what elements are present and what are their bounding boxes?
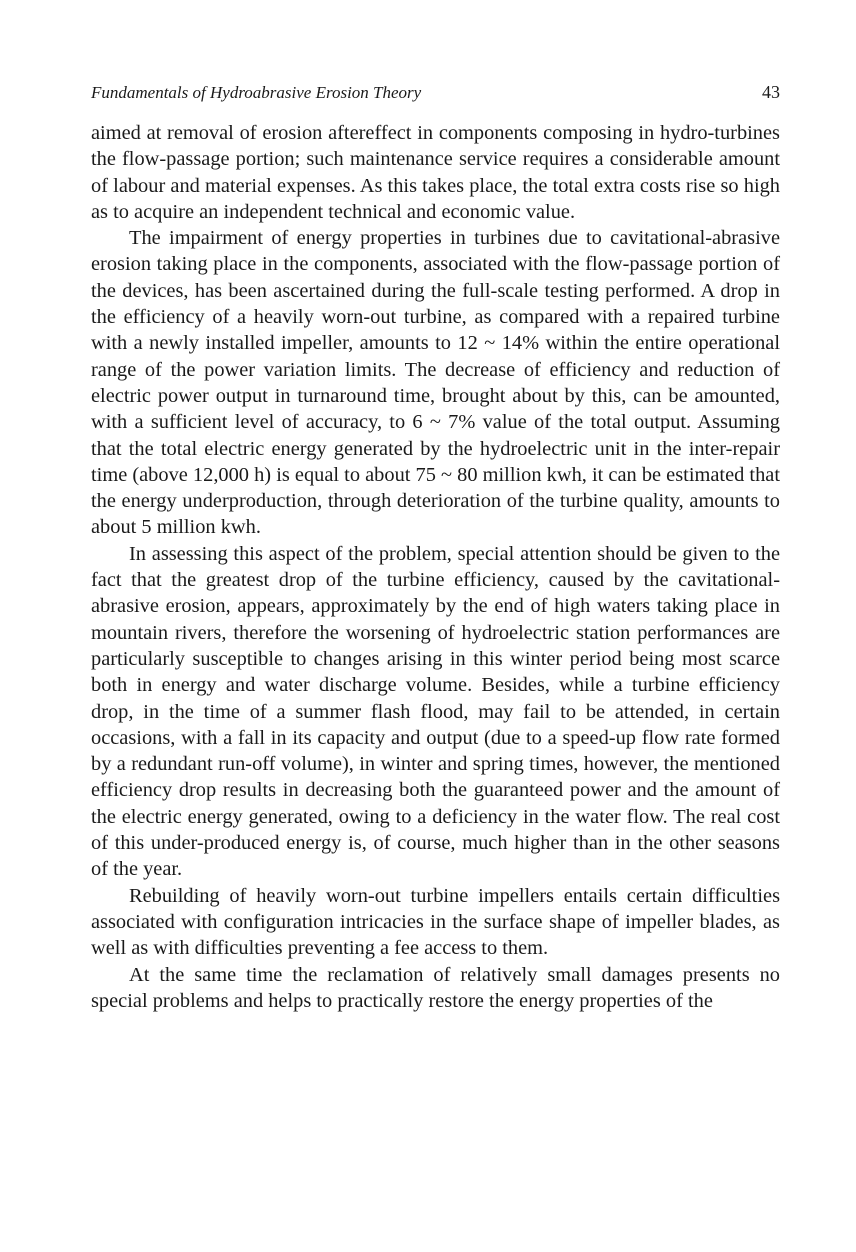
- paragraph-small-damages: At the same time the reclamation of relatively small damages presents no special problems and helps to practically restore the energy properties of the: [91, 963, 780, 1012]
- running-title: Fundamentals of Hydroabrasive Erosion Theory: [91, 83, 422, 102]
- book-page: [91, 82, 780, 1014]
- body-text: [91, 120, 780, 1014]
- paragraph-energy-impairment: The impairment of energy properties in turbines due to cavitational-abrasive erosion taking place in the components, associated with the flow-passage portion of the devices, has been ascertained during the full-scale testing performed. A drop in the efficiency of a heavily worn-out turbine, as compared with a repaired turbine with a newly installed impeller, amounts to 12 ~ 14% within the entire operational range of the power variation limits. The decrease of efficiency and reduction of electric power output in turnaround time, brought about by this, can be amounted, with a sufficient level of accuracy, to 6 ~ 7% value of the total output. Assuming that the total electric energy generated by the hydroelectric unit in the inter-repair time (above 12,000 h) is equal to about 75 ~ 80 million kwh, it can be estimated that the energy underproduction, through deterioration of the turbine quality, amounts to about 5 million kwh.: [91, 227, 780, 539]
- page-number: 43: [762, 82, 780, 102]
- running-header: [91, 82, 780, 108]
- paragraph-continuation: aimed at removal of erosion aftereffect in components composing in hydro-turbines the flow-passage portion; such maintenance service requires a considerable amount of labour and material expenses. As this takes place, the total extra costs rise so high as to acquire an independent technical and economic value.: [91, 122, 780, 223]
- paragraph-seasonal-assessment: In assessing this aspect of the problem, special attention should be given to the fact that the greatest drop of the turbine efficiency, caused by the cavitational-abrasive erosion, appears, approximately by the end of high waters taking place in mountain rivers, therefore the worsening of hydroelectric station performances are particularly susceptible to changes arising in this winter period being most scarce both in energy and water discharge volume. Besides, while a turbine efficiency drop, in the time of a summer flash flood, may fail to be attended, in certain occasions, with a fall in its capacity and output (due to a speed-up flow rate formed by a redundant run-off volume), in winter and spring times, however, the mentioned efficiency drop results in decreasing both the guaranteed power and the amount of the electric energy generated, owing to a deficiency in the water flow. The real cost of this under-produced energy is, of course, much higher than in the other seasons of the year.: [91, 542, 780, 881]
- paragraph-rebuilding-impellers: Rebuilding of heavily worn-out turbine impellers entails certain difficulties associated with configuration intricacies in the surface shape of impeller blades, as well as with difficulties preventing a fee access to them.: [91, 884, 780, 960]
